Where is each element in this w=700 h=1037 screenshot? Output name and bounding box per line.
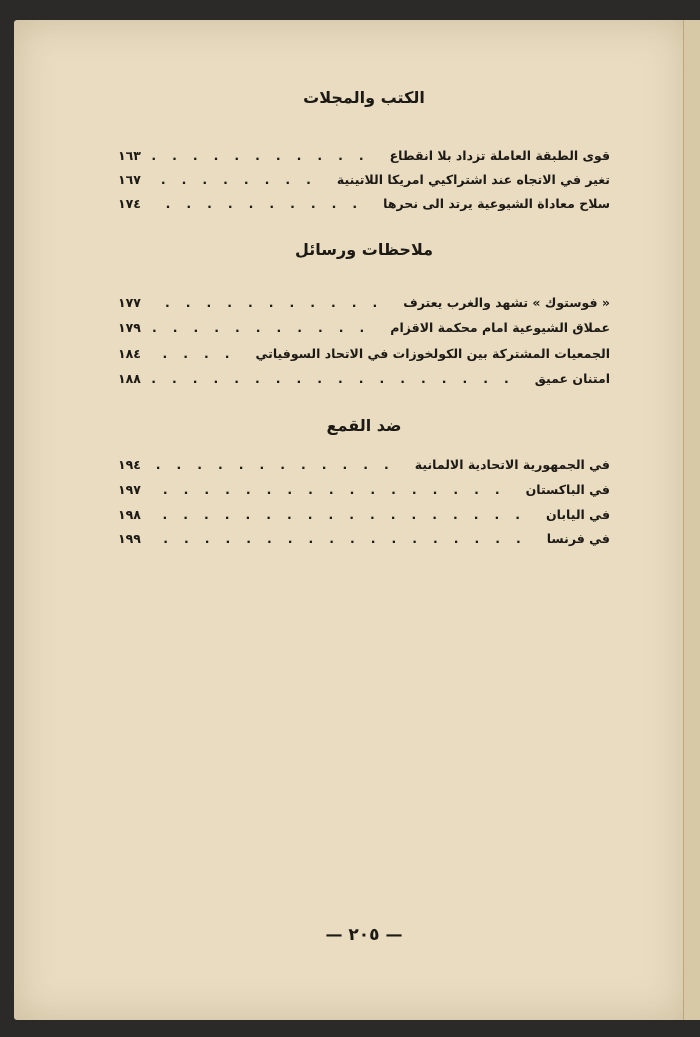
toc-entry-page: ١٩٤ (118, 456, 141, 472)
dot-leader (152, 371, 535, 386)
toc-entry (118, 479, 610, 499)
toc-entry-title: سلاح معاداة الشيوعية يرتد الى نحرها (383, 195, 610, 211)
dot-leader (152, 320, 390, 335)
toc-entry-title: في الباكستان (525, 481, 610, 497)
toc-entry-title: عملاق الشيوعية امام محكمة الاقزام (390, 319, 610, 335)
dot-leader (152, 295, 403, 310)
toc-entry-title: في اليابان (545, 506, 610, 522)
page-spine-edge (683, 20, 700, 1020)
toc-entry (118, 317, 610, 337)
toc-entry (118, 368, 610, 388)
toc-entry-page: ١٦٧ (118, 171, 141, 187)
dot-leader (152, 148, 390, 163)
toc-entry-page: ١٩٩ (118, 530, 141, 546)
dot-leader (152, 346, 256, 361)
toc-entry-title: « فوستوك » تشهد والغرب يعترف (403, 294, 610, 310)
dot-leader (152, 531, 547, 546)
toc-entry-page: ١٨٤ (118, 345, 141, 361)
toc-entry-page: ١٧٧ (118, 294, 141, 310)
toc-entry-title: تغير في الاتجاه عند اشتراكيي امريكا اللاتينية (336, 171, 610, 187)
page-number: — ٢٠٥ — (325, 925, 403, 945)
toc-entry-page: ١٧٩ (118, 319, 141, 335)
section-title-books-magazines: الكتب والمجلات (303, 88, 425, 107)
dot-leader (152, 172, 337, 187)
toc-entry (118, 504, 610, 524)
section-title-against-repression: ضد القمع (326, 416, 402, 435)
toc-entry (118, 343, 610, 363)
toc-entry-page: ١٨٨ (118, 370, 141, 386)
dot-leader (152, 482, 526, 497)
toc-entry-title: امتنان عميق (534, 370, 610, 386)
toc-entry (118, 292, 610, 312)
toc-entry-page: ١٧٤ (118, 195, 141, 211)
toc-entry (118, 454, 610, 474)
section-title-notes-letters: ملاحظات ورسائل (294, 240, 433, 259)
toc-entry (118, 145, 610, 165)
dot-leader (152, 507, 546, 522)
dot-leader (152, 196, 383, 211)
toc-entry-page: ١٩٨ (118, 506, 141, 522)
toc-entry (118, 528, 610, 548)
toc-entry-page: ١٦٣ (118, 147, 141, 163)
toc-entry (118, 169, 610, 189)
toc-entry-title: في الجمهورية الاتحادية الالمانية (414, 456, 610, 472)
toc-entry-title: الجمعيات المشتركة بين الكولخوزات في الاتحاد السوفياتي (255, 345, 610, 361)
toc-entry-title: قوى الطبقة العاملة تزداد بلا انقطاع (389, 147, 610, 163)
dot-leader (152, 457, 415, 472)
toc-entry (118, 193, 610, 213)
toc-entry-title: في فرنسا (546, 530, 610, 546)
toc-entry-page: ١٩٧ (118, 481, 141, 497)
